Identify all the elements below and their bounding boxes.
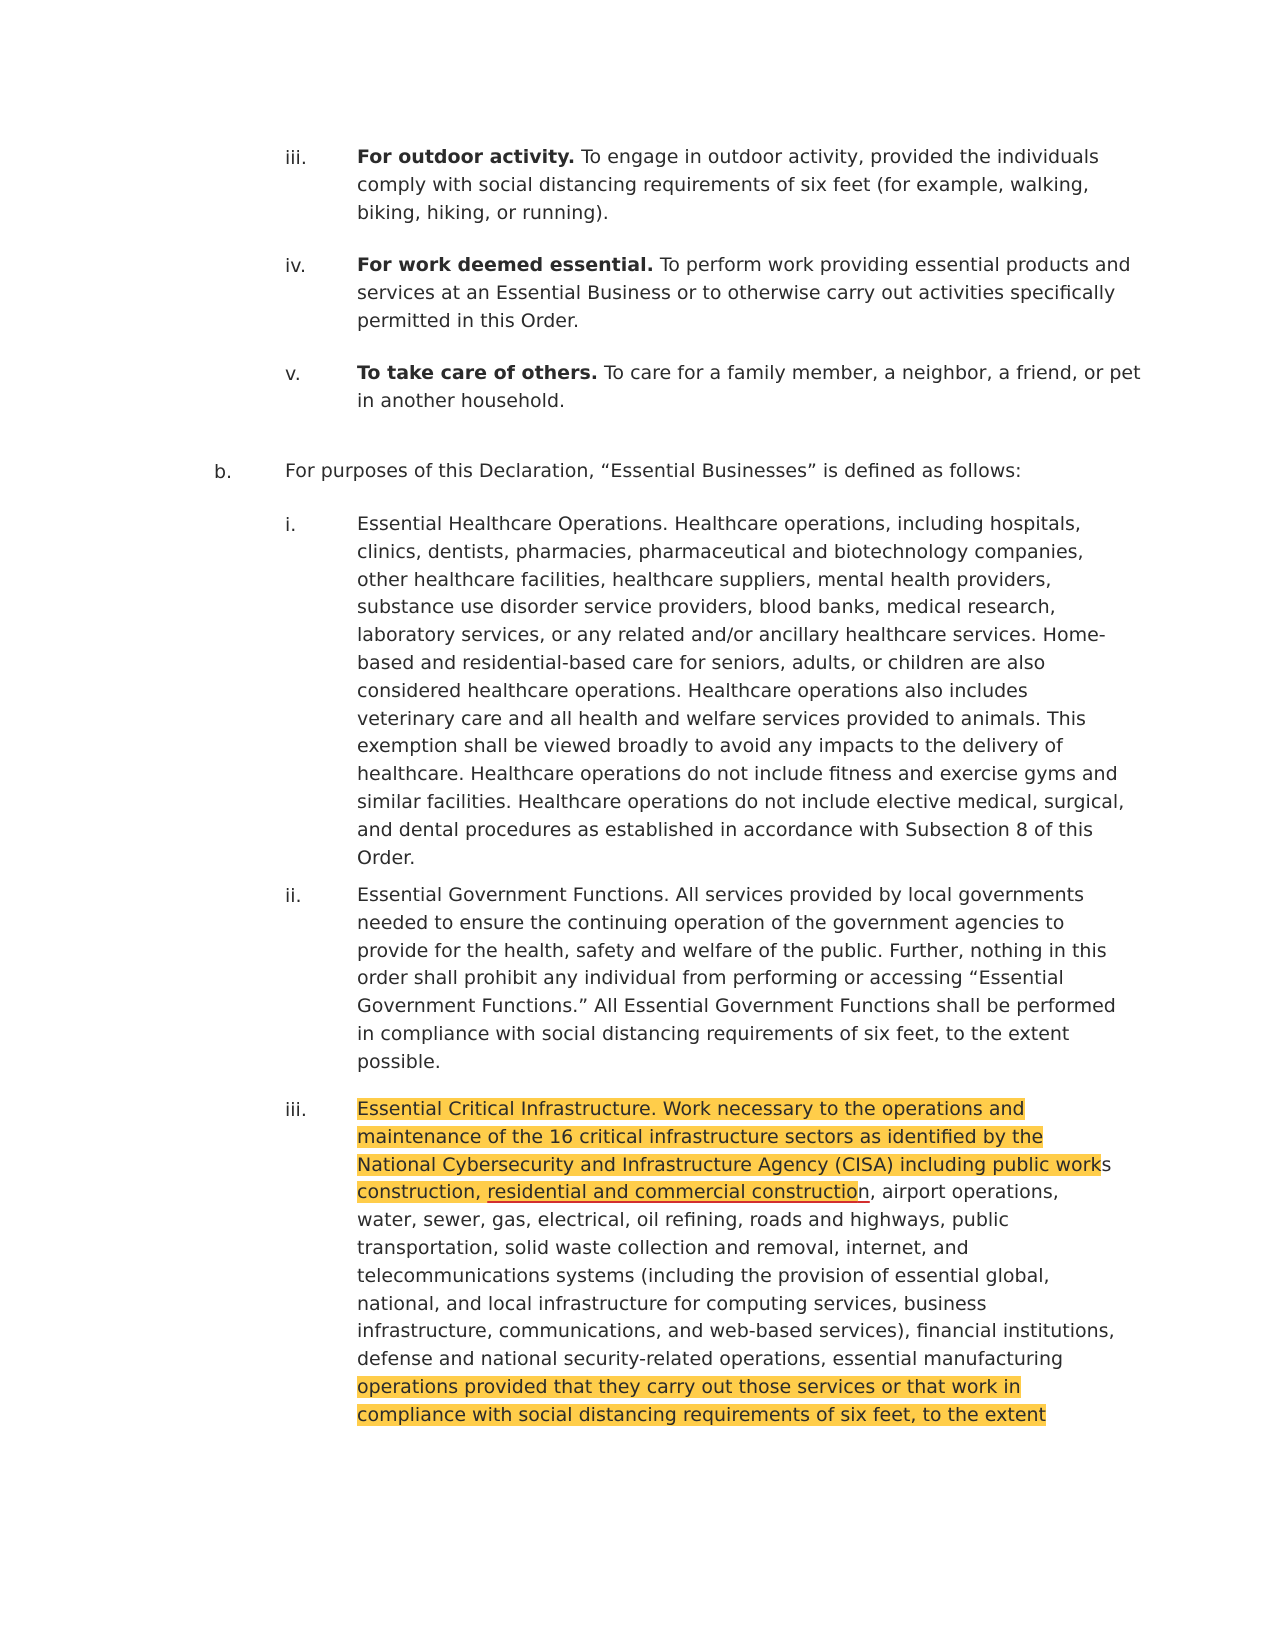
highlighted-text: compliance with social distancing requirements of six feet, to the extent: [357, 1403, 1047, 1426]
list-marker: iv.: [285, 255, 307, 277]
list-item-body: Essential Critical Infrastructure. Work necessary to the operations and maintenance of the 16 critical infrastructure sectors as identified by the National Cybersecurity and Infrastructure Agency (CISA) including public works construction, residential and commercial construction, airport operations, water, sewer, gas, electrical, oil refining, roads and highways, public transportation, solid waste collection and removal, internet, and telecommunications systems (including the provision of essential global, national, and local infrastructure for computing services, business infrastructure, communications, and web-based services), financial institutions, defense and national security-related operations, essential manufacturing operations provided that they carry out those services or that work in compliance with social distancing requirements of six feet, to the extent: [357, 1098, 1115, 1426]
highlighted-text: operations provided that they carry out those services or that work in: [357, 1375, 1021, 1398]
section-marker: b.: [214, 461, 233, 483]
highlighted-text: maintenance of the 16 critical infrastructure sectors as identified by the: [357, 1125, 1044, 1148]
highlighted-text: construction,: [357, 1181, 488, 1204]
spellcheck-underline: residential and commercial constructio: [487, 1181, 858, 1204]
list-item-body: For work deemed essential. To perform work providing essential products and services at an Essential Business or to otherwise carry out activities specifically permitted in this Order.: [357, 254, 1131, 332]
highlighted-text: National Cybersecurity and Infrastructure Agency (CISA) including public work: [357, 1153, 1102, 1176]
list-item-body: To take care of others. To care for a family member, a neighbor, a friend, or pet in another household.: [357, 362, 1141, 412]
item-heading: For outdoor activity.: [357, 146, 576, 168]
highlighted-text: Essential Critical Infrastructure. Work necessary to the operations and: [357, 1098, 1025, 1120]
list-item-body: For outdoor activity. To engage in outdoor activity, provided the individuals comply with social distancing requirements of six feet (for example, walking, biking, hiking, or running).: [357, 146, 1099, 224]
item-heading: For work deemed essential.: [357, 254, 654, 276]
list-marker: iii.: [285, 1099, 307, 1121]
list-item-body: Essential Healthcare Operations. Healthcare operations, including hospitals, clinics, dentists, pharmacies, pharmaceutical and biotechnology companies, other healthcare facilities, healthcare suppliers, mental health providers, substance use disorder service providers, blood banks, medical research, laboratory services, or any related and/or ancillary healthcare services. Home- based and residential-based care for seniors, adults, or children are also considered healthcare operations. Healthcare operations also includes veterinary care and all health and welfare services provided to animals. This exemption shall be viewed broadly to avoid any impacts to the delivery of healthcare. Healthcare operations do not include fitness and exercise gyms and similar facilities. Healthcare operations do not include elective medical, surgical, and dental procedures as established in accordance with Subsection 8 of this Order.: [357, 513, 1125, 869]
item-heading: To take care of others.: [357, 362, 598, 384]
list-marker: iii.: [285, 147, 307, 169]
list-marker: v.: [285, 363, 301, 385]
spellcheck-underline: n: [857, 1181, 870, 1204]
list-marker: ii.: [285, 885, 302, 907]
list-marker: i.: [285, 514, 297, 536]
list-item-body: Essential Government Functions. All services provided by local governments needed to ensure the continuing operation of the government agencies to provide for the health, safety and welfare of the public. Further, nothing in this order shall prohibit any individual from performing or accessing “Essential Government Functions.” All Essential Government Functions shall be performed in compliance with social distancing requirements of six feet, to the extent possible.: [357, 884, 1116, 1073]
section-b-text: For purposes of this Declaration, “Essential Businesses” is defined as follows:: [285, 460, 1022, 482]
